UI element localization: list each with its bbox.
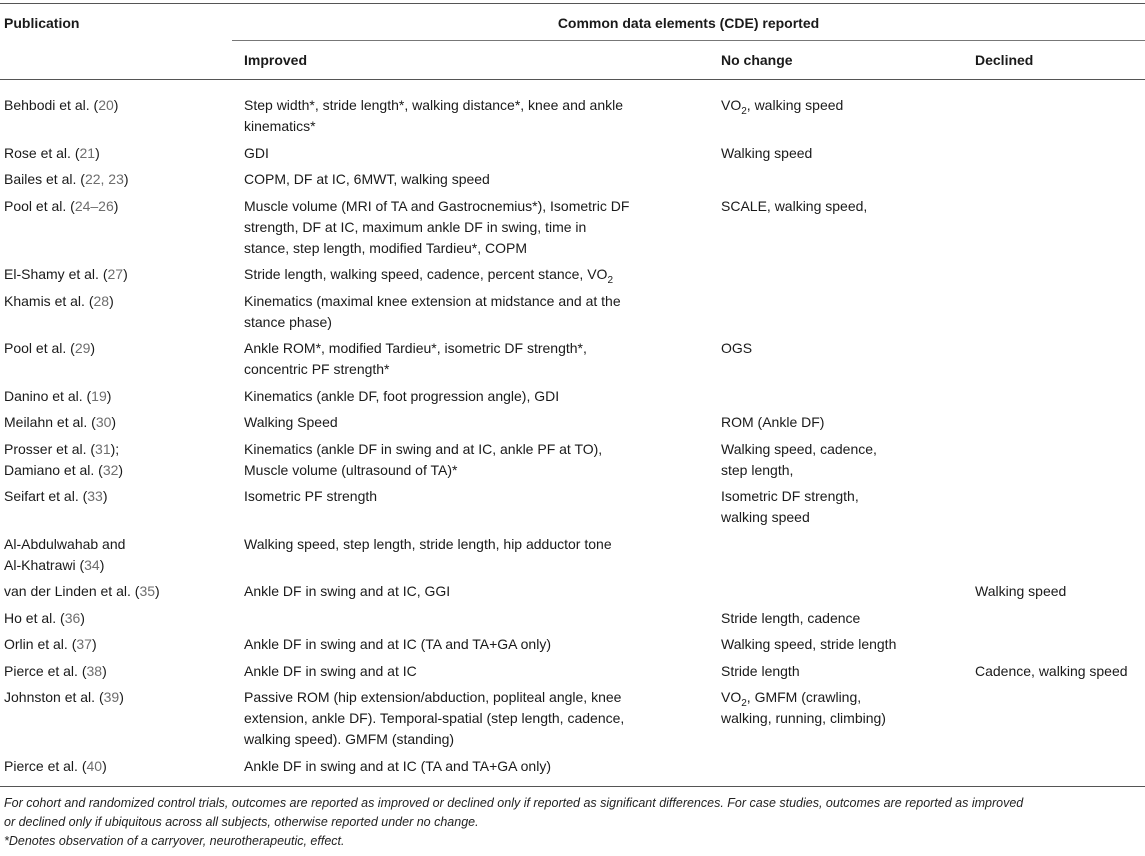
reference-link: 20 bbox=[98, 97, 114, 113]
publication-cell bbox=[4, 412, 226, 433]
no-change-cell-line: Walking speed bbox=[721, 144, 813, 161]
publication-name: Seifart et al. bbox=[4, 488, 83, 504]
improved-cell bbox=[244, 756, 684, 777]
publication-name: Danino et al. bbox=[4, 387, 87, 404]
improved-cell-line: Kinematics (ankle DF in swing and at IC, ankle PF at TO), bbox=[244, 440, 603, 457]
publication-line: Meilahn et al. (30) bbox=[4, 414, 117, 430]
declined-cell-line: Cadence, walking speed bbox=[975, 662, 1128, 679]
declined-cell bbox=[975, 581, 1145, 602]
improved-cell bbox=[244, 534, 684, 555]
no-change-cell-line: ROM (Ankle DF) bbox=[721, 414, 825, 430]
footnote-asterisk: *Denotes observation of a carryover, neurotherapeutic, effect. bbox=[4, 834, 345, 848]
publication-line: Prosser et al. (31); bbox=[4, 440, 120, 457]
reference-link: 21 bbox=[79, 144, 96, 161]
improved-cell bbox=[244, 143, 684, 164]
publication-cell bbox=[4, 661, 226, 682]
publication-cell bbox=[4, 486, 226, 507]
improved-cell bbox=[244, 196, 684, 259]
publication-cell bbox=[4, 534, 226, 576]
publication-name: Bailes et al. bbox=[4, 171, 81, 187]
improved-cell bbox=[244, 687, 684, 750]
publication-name: Meilahn et al. bbox=[4, 414, 92, 430]
publication-cell bbox=[4, 143, 226, 164]
improved-cell-line: COPM, DF at IC, 6MWT, walking speed bbox=[244, 171, 490, 187]
reference-link: 37 bbox=[76, 636, 92, 652]
no-change-cell-line: OGS bbox=[721, 340, 753, 356]
publication-line: Damiano et al. (32) bbox=[4, 461, 124, 478]
no-change-cell bbox=[721, 661, 956, 682]
table-bottom-rule bbox=[0, 786, 1145, 787]
improved-cell bbox=[244, 661, 684, 682]
publication-name: Khamis et al. bbox=[4, 292, 89, 309]
no-change-cell-line: step length, bbox=[721, 461, 794, 478]
improved-cell-line: Walking Speed bbox=[244, 414, 338, 430]
publication-name: El-Shamy et al. bbox=[4, 266, 103, 282]
publication-name: Pierce et al. bbox=[4, 662, 82, 679]
no-change-cell bbox=[721, 95, 956, 116]
publication-cell bbox=[4, 95, 226, 116]
reference-link: 34 bbox=[84, 556, 100, 573]
reference-link: 38 bbox=[86, 662, 103, 679]
no-change-cell bbox=[721, 687, 956, 729]
publication-line: Johnston et al. (39) bbox=[4, 689, 124, 705]
publication-cell bbox=[4, 169, 226, 190]
publication-name: van der Linden et al. bbox=[4, 583, 135, 599]
reference-link: 31 bbox=[95, 440, 111, 457]
improved-cell-line: concentric PF strength* bbox=[244, 361, 390, 377]
publication-cell bbox=[4, 687, 226, 708]
reference-link: 39 bbox=[103, 689, 120, 705]
reference-link: 27 bbox=[107, 266, 124, 282]
improved-cell-line: Kinematics (maximal knee extension at midstance and at the bbox=[244, 292, 621, 309]
reference-link: 19 bbox=[91, 387, 107, 404]
improved-cell-line: Stride length, walking speed, cadence, percent stance, $VO_2$ bbox=[244, 266, 614, 286]
publication-cell bbox=[4, 634, 226, 655]
footnote-line: For cohort and randomized control trials, outcomes are reported as improved or declined only if reported as significant differences. For case studies, outcomes are reported as improved bbox=[4, 796, 1024, 810]
publication-line: Seifart et al. (33) bbox=[4, 488, 108, 504]
no-change-cell bbox=[721, 608, 956, 629]
publication-cell bbox=[4, 386, 226, 407]
improved-cell-line: Ankle DF in swing and at IC (TA and TA+GA only) bbox=[244, 757, 551, 774]
improved-cell bbox=[244, 291, 684, 333]
publication-line: Pierce et al. (38) bbox=[4, 662, 107, 679]
improved-cell-line: Ankle DF in swing and at IC bbox=[244, 662, 417, 679]
reference-link: 40 bbox=[86, 757, 103, 774]
table-footnotes bbox=[4, 794, 1142, 851]
no-change-cell-line: walking, running, climbing) bbox=[721, 710, 886, 726]
publication-line: Pool et al. (24–26) bbox=[4, 197, 119, 214]
improved-cell-line: extension, ankle DF). Temporal-spatial (step length, cadence, bbox=[244, 710, 625, 726]
reference-link: 35 bbox=[139, 583, 156, 599]
no-change-cell-line: Stride length bbox=[721, 662, 800, 679]
improved-cell-line: walking speed). GMFM (standing) bbox=[244, 731, 455, 747]
publication-name: Prosser et al. bbox=[4, 440, 91, 457]
improved-cell bbox=[244, 95, 684, 137]
reference-link: 36 bbox=[64, 609, 81, 626]
publication-line: Behbodi et al. (20) bbox=[4, 97, 119, 113]
no-change-cell bbox=[721, 486, 956, 528]
publication-cell bbox=[4, 608, 226, 629]
no-change-cell-line: Walking speed, stride length bbox=[721, 636, 897, 652]
no-change-cell bbox=[721, 338, 956, 359]
improved-cell-line: stance phase) bbox=[244, 313, 332, 330]
no-change-cell-line: Isometric DF strength, bbox=[721, 488, 859, 504]
publication-name: Damiano et al. bbox=[4, 461, 99, 478]
improved-cell-line: kinematics* bbox=[244, 118, 316, 134]
no-change-cell-line: Stride length, cadence bbox=[721, 609, 861, 626]
publication-line: Pierce et al. (40) bbox=[4, 757, 107, 774]
improved-cell-line: Muscle volume (ultrasound of TA)* bbox=[244, 461, 458, 478]
footnote-line: or declined only if ubiquitous across all subjects, otherwise reported under no change. bbox=[4, 815, 479, 829]
improved-cell bbox=[244, 439, 684, 481]
header-cde: Common data elements (CDE) reported bbox=[557, 15, 820, 31]
improved-cell bbox=[244, 264, 684, 285]
improved-cell bbox=[244, 486, 684, 507]
reference-link: 32 bbox=[102, 461, 119, 478]
publication-name: Johnston et al. bbox=[4, 689, 99, 705]
declined-cell bbox=[975, 661, 1145, 682]
publication-name: Orlin et al. bbox=[4, 636, 72, 652]
no-change-cell-line: SCALE, walking speed, bbox=[721, 197, 868, 214]
publication-cell bbox=[4, 756, 226, 777]
improved-cell-line: Step width*, stride length*, walking distance*, knee and ankle bbox=[244, 97, 624, 113]
improved-cell-line: GDI bbox=[244, 144, 269, 161]
header-declined: Declined bbox=[975, 52, 1034, 68]
improved-cell-line: Isometric PF strength bbox=[244, 488, 378, 504]
cde-header-rule bbox=[232, 40, 1145, 41]
improved-cell bbox=[244, 412, 684, 433]
publication-cell bbox=[4, 196, 226, 217]
publication-line: Orlin et al. (37) bbox=[4, 636, 97, 652]
improved-cell-line: Kinematics (ankle DF, foot progression angle), GDI bbox=[244, 387, 560, 404]
publication-name: Al-Abdulwahab and bbox=[4, 535, 126, 552]
improved-cell bbox=[244, 634, 684, 655]
no-change-cell-line: Walking speed, cadence, bbox=[721, 440, 877, 457]
publication-line: Pool et al. (29) bbox=[4, 340, 96, 356]
publication-cell bbox=[4, 338, 226, 359]
no-change-cell-line: $VO_2$, GMFM (crawling, bbox=[721, 689, 862, 709]
no-change-cell-line: $VO_2$, walking speed bbox=[721, 97, 844, 117]
improved-cell bbox=[244, 581, 684, 602]
publication-name: Pierce et al. bbox=[4, 757, 82, 774]
publication-name: Pool et al. bbox=[4, 340, 71, 356]
no-change-cell bbox=[721, 143, 956, 164]
improved-cell-line: Walking speed, step length, stride length, hip adductor tone bbox=[244, 535, 612, 552]
publication-line: Rose et al. (21) bbox=[4, 144, 100, 161]
reference-link: 24–26 bbox=[74, 197, 114, 214]
header-no-change: No change bbox=[721, 52, 793, 68]
improved-cell bbox=[244, 169, 684, 190]
improved-cell-line: strength, DF at IC, maximum ankle DF in swing, time in bbox=[244, 218, 587, 235]
improved-cell-line: Passive ROM (hip extension/abduction, popliteal angle, knee bbox=[244, 689, 622, 705]
improved-cell-line: Ankle ROM*, modified Tardieu*, isometric DF strength*, bbox=[244, 340, 587, 356]
publication-line: Bailes et al. (22, 23) bbox=[4, 171, 129, 187]
improved-cell-line: Ankle DF in swing and at IC (TA and TA+GA only) bbox=[244, 636, 551, 652]
table-top-rule bbox=[0, 3, 1145, 4]
improved-cell bbox=[244, 338, 684, 380]
publication-cell bbox=[4, 291, 226, 312]
publication-name: Rose et al. bbox=[4, 144, 75, 161]
publication-cell bbox=[4, 581, 226, 602]
publication-name: Ho et al. bbox=[4, 609, 61, 626]
publication-name: Pool et al. bbox=[4, 197, 71, 214]
header-bottom-rule bbox=[0, 79, 1145, 80]
publication-line: Al-Khatrawi (34) bbox=[4, 556, 105, 573]
reference-link: 29 bbox=[74, 340, 91, 356]
improved-cell-line: Ankle DF in swing and at IC, GGI bbox=[244, 583, 451, 599]
publication-line: van der Linden et al. (35) bbox=[4, 583, 160, 599]
reference-link: 30 bbox=[95, 414, 112, 430]
reference-link: 22, 23 bbox=[84, 171, 124, 187]
no-change-cell bbox=[721, 196, 956, 217]
improved-cell-line: stance, step length, modified Tardieu*, COPM bbox=[244, 239, 528, 256]
header-publication: Publication bbox=[4, 15, 80, 31]
publication-cell bbox=[4, 264, 226, 285]
no-change-cell-line: walking speed bbox=[721, 509, 810, 525]
no-change-cell bbox=[721, 439, 956, 481]
declined-cell-line: Walking speed bbox=[975, 583, 1067, 599]
no-change-cell bbox=[721, 634, 956, 655]
header-improved: Improved bbox=[244, 52, 308, 68]
publication-line: Khamis et al. (28) bbox=[4, 292, 114, 309]
reference-link: 28 bbox=[93, 292, 110, 309]
publication-name: Behbodi et al. bbox=[4, 97, 94, 113]
reference-link: 33 bbox=[87, 488, 103, 504]
publication-line: Danino et al. (19) bbox=[4, 387, 112, 404]
improved-cell bbox=[244, 386, 684, 407]
publication-cell bbox=[4, 439, 226, 481]
publication-name: Al-Khatrawi bbox=[4, 556, 80, 573]
improved-cell-line: Muscle volume (MRI of TA and Gastrocnemius*), Isometric DF bbox=[244, 197, 630, 214]
no-change-cell bbox=[721, 412, 956, 433]
publication-line: El-Shamy et al. (27) bbox=[4, 266, 128, 282]
publication-line: Ho et al. (36) bbox=[4, 609, 85, 626]
